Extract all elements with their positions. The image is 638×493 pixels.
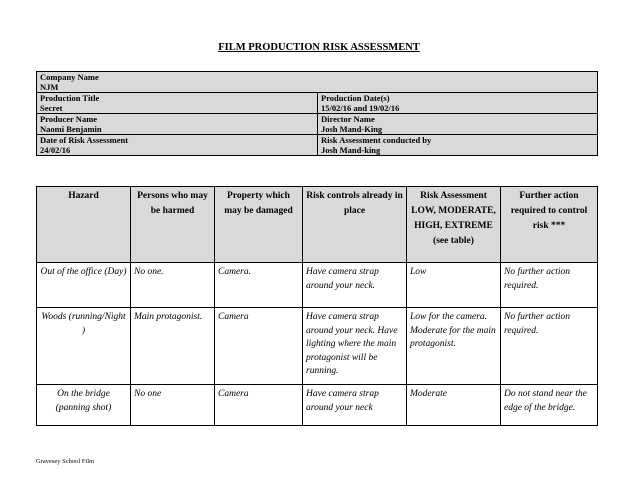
- header-persons: Persons who may be harmed: [131, 187, 215, 263]
- assessment-date-cell: [37, 135, 318, 156]
- producer-label: Producer Name: [40, 114, 98, 124]
- table-row: [37, 385, 598, 426]
- company-cell: [37, 72, 598, 93]
- production-title-cell: [37, 93, 318, 114]
- director-label: Director Name: [321, 114, 375, 124]
- controls-cell: Have camera strap around your neck.: [303, 263, 407, 308]
- further-action-cell: Do not stand near the edge of the bridge.: [501, 385, 598, 426]
- property-cell: Camera: [215, 308, 303, 385]
- conducted-by-label: Risk Assessment conducted by: [321, 135, 432, 145]
- header-property: Property which may be damaged: [215, 187, 303, 263]
- assessment-cell: Low: [407, 263, 501, 308]
- hazard-cell: On the bridge (panning shot): [37, 385, 131, 426]
- assessment-cell: Low for the camera. Moderate for the main protagonist.: [407, 308, 501, 385]
- production-title-value: Secret: [40, 103, 63, 113]
- header-hazard: Hazard: [37, 187, 131, 263]
- production-dates-label: Production Date(s): [321, 93, 390, 103]
- hazard-cell: Woods (running/Night ): [37, 308, 131, 385]
- header-controls: Risk controls already in place: [303, 187, 407, 263]
- table-row: [37, 308, 598, 385]
- further-action-cell: No further action required.: [501, 263, 598, 308]
- company-label: Company Name: [40, 72, 99, 82]
- assessment-date-value: 24/02/16: [40, 145, 71, 155]
- producer-director-row: [37, 114, 598, 135]
- production-info-table: [36, 71, 598, 156]
- producer-cell: [37, 114, 318, 135]
- header-assessment: Risk Assessment LOW, MODERATE, HIGH, EXTREME (see table): [407, 187, 501, 263]
- header-row: [37, 187, 598, 263]
- footer-text: Gravesey School Film: [36, 458, 95, 465]
- director-cell: [318, 114, 598, 135]
- controls-cell: Have camera strap around your neck: [303, 385, 407, 426]
- assessment-date-label: Date of Risk Assessment: [40, 135, 129, 145]
- production-dates-value: 15/02/16 and 19/02/16: [321, 103, 400, 113]
- company-row: [37, 72, 598, 93]
- document-title: FILM PRODUCTION RISK ASSESSMENT: [218, 42, 420, 53]
- conducted-by-value: Josh Mand-king: [321, 145, 381, 155]
- header-further: Further action required to control risk ***: [501, 187, 598, 263]
- persons-cell: Main protagonist.: [131, 308, 215, 385]
- assessment-meta-row: [37, 135, 598, 156]
- title-dates-row: [37, 93, 598, 114]
- table-row: [37, 263, 598, 308]
- property-cell: Camera.: [215, 263, 303, 308]
- company-value: NJM: [40, 82, 59, 92]
- persons-cell: No one: [131, 385, 215, 426]
- hazard-cell: Out of the office (Day): [37, 263, 131, 308]
- property-cell: Camera: [215, 385, 303, 426]
- further-action-cell: No further action required.: [501, 308, 598, 385]
- assessment-cell: Moderate: [407, 385, 501, 426]
- production-dates-cell: [318, 93, 598, 114]
- production-title-label: Production Title: [40, 93, 100, 103]
- persons-cell: No one.: [131, 263, 215, 308]
- controls-cell: Have camera strap around your neck. Have lighting where the main protagonist will be running.: [303, 308, 407, 385]
- director-value: Josh Mand-King: [321, 124, 383, 134]
- conducted-by-cell: [318, 135, 598, 156]
- risk-assessment-table: [36, 186, 598, 426]
- producer-value: Naomi Benjamin: [40, 124, 102, 134]
